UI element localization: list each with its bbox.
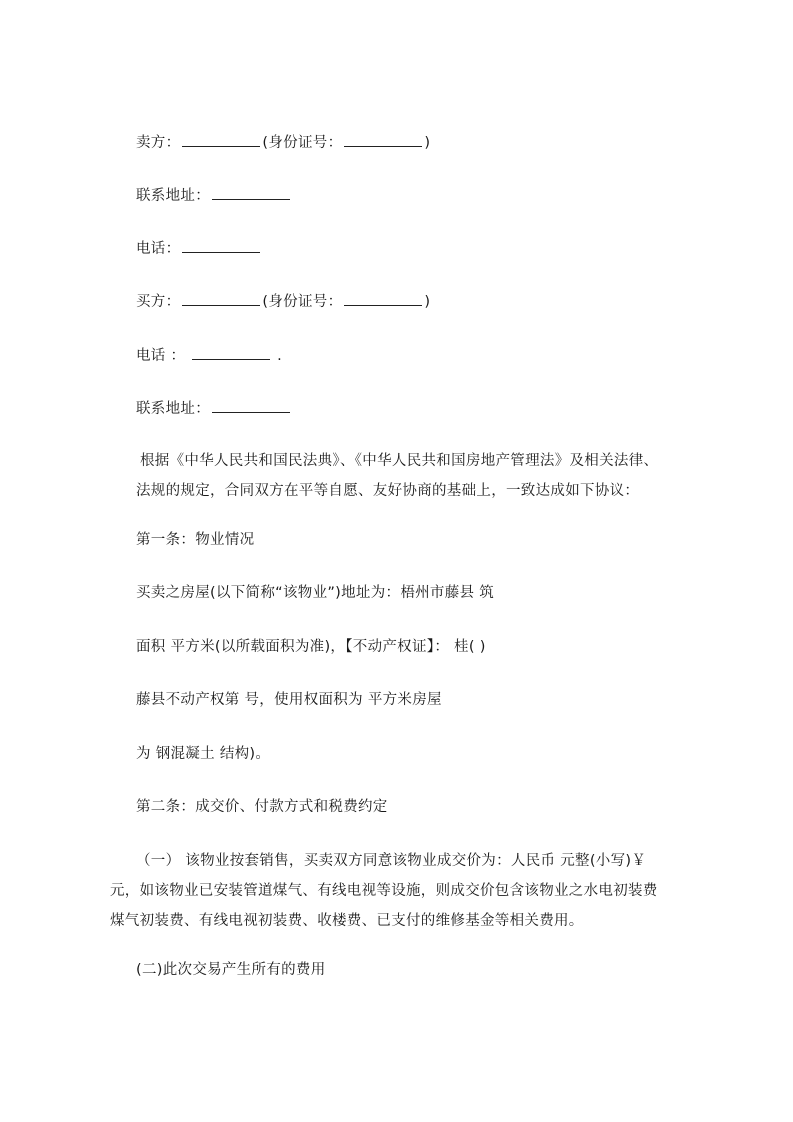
seller-id-open: (身份证号： (262, 135, 343, 151)
article-2-title: 第二条：成交价、付款方式和税费约定 (136, 799, 388, 815)
buyer-id-open: (身份证号： (262, 294, 343, 310)
seller-id-close: ) (424, 135, 431, 151)
seller-phone-label: 电话： (136, 241, 181, 257)
article-2-clause-2: (二)此次交易产生所有的费用 (136, 962, 326, 978)
buyer-phone-label: 电话 ： (136, 348, 186, 364)
article-1-line-1: 买卖之房屋(以下简称“该物业”)地址为：梧州市藤县 筑 (136, 585, 495, 601)
buyer-label: 买方： (136, 294, 181, 310)
seller-phone-blank[interactable] (182, 237, 260, 253)
buyer-phone-trail: . (277, 348, 283, 364)
article-1-line-3: 藤县不动产权第 号，使用权面积为 平方米房屋 (136, 692, 442, 708)
buyer-address-label: 联系地址： (136, 401, 210, 417)
article-2-clause-1 (110, 846, 702, 936)
seller-line (136, 131, 430, 153)
seller-id-blank[interactable] (344, 131, 422, 147)
article-1-line-4: 为 钢混凝土 结构)。 (136, 746, 271, 762)
buyer-phone-line (136, 344, 282, 366)
seller-phone-line (136, 237, 262, 259)
preamble-line-1: 根据《中华人民共和国民法典》、《中华人民共和国房地产管理法》及相关法律、 (140, 453, 659, 469)
clause-1-line-3: 煤气初装费、有线电视初装费、收楼费、已支付的维修基金等相关费用。 (110, 913, 584, 929)
preamble-line-2: 法规的规定，合同双方在平等自愿、友好协商的基础上，一致达成如下协议： (136, 483, 640, 499)
clause-1-line-2: 元，如该物业已安装管道煤气、有线电视等设施，则成交价包含该物业之水电初装费 (110, 883, 658, 899)
seller-address-line (136, 184, 292, 206)
seller-label: 卖方： (136, 135, 181, 151)
buyer-id-close: ) (424, 294, 431, 310)
buyer-id-blank[interactable] (344, 290, 422, 306)
buyer-line (136, 290, 430, 312)
buyer-phone-blank[interactable] (192, 344, 270, 360)
clause-1-line-1: （一） 该物业按套销售，买卖双方同意该物业成交价为：人民币 元整(小写)￥ (136, 853, 647, 869)
buyer-address-blank[interactable] (212, 397, 290, 413)
seller-address-blank[interactable] (212, 184, 290, 200)
preamble-paragraph (136, 446, 702, 506)
seller-name-blank[interactable] (182, 131, 260, 147)
seller-address-label: 联系地址： (136, 188, 210, 204)
buyer-address-line (136, 397, 292, 419)
buyer-name-blank[interactable] (182, 290, 260, 306)
article-1-line-2: 面积 平方米(以所载面积为准)，【不动产权证】： 桂( ) (136, 639, 486, 655)
article-1-title: 第一条：物业情况 (136, 532, 255, 548)
